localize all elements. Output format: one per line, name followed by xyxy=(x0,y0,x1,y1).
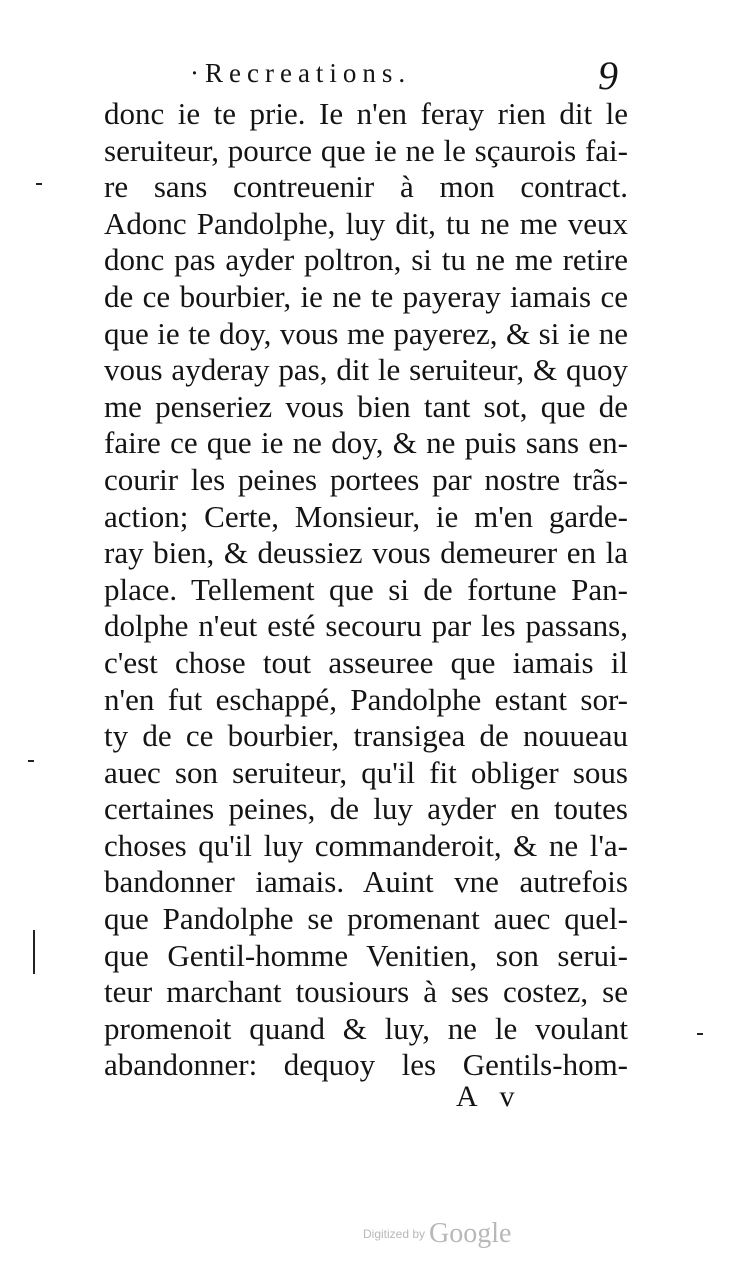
watermark-brand: Google xyxy=(429,1218,512,1249)
text-line: c'est chose tout asseuree que iamais il xyxy=(104,644,628,680)
text-line: re sans contreuenir à mon contract. xyxy=(104,169,628,205)
text-line: que Pandolphe se promenant auec quel- xyxy=(104,901,628,937)
margin-tick xyxy=(28,760,34,762)
text-line: seruiteur, pource que ie ne le sçaurois fai- xyxy=(104,132,628,168)
text-line: promenoit quand & luy, ne le voulant xyxy=(104,1010,628,1046)
margin-tick xyxy=(36,183,42,185)
text-line: bandonner iamais. Auint vne autrefois xyxy=(104,864,628,900)
text-line: donc pas ayder poltron, si tu ne me retire xyxy=(104,242,628,278)
text-line: action; Certe, Monsieur, ie m'en garde- xyxy=(104,498,628,534)
text-line: dolphe n'eut esté secouru par les passans, xyxy=(104,608,628,644)
text-line: que Gentil-homme Venitien, son serui- xyxy=(104,937,628,973)
text-line: vous ayderay pas, dit le seruiteur, & quoy xyxy=(104,352,628,388)
running-head-title: ·Recreations. xyxy=(190,58,412,88)
signature-mark: A v xyxy=(456,1080,523,1113)
text-line: n'en fut eschappé, Pandolphe estant sor- xyxy=(104,681,628,717)
text-line: ray bien, & deussiez vous demeurer en la xyxy=(104,535,628,571)
text-line: de ce bourbier, ie ne te payeray iamais ce xyxy=(104,278,628,314)
text-line: choses qu'il luy commanderoit, & ne l'a- xyxy=(104,827,628,863)
watermark-caption: Digitized by xyxy=(363,1227,426,1241)
digitization-watermark xyxy=(363,1218,511,1250)
margin-tick xyxy=(33,930,35,974)
page-number: 9 xyxy=(598,53,618,98)
margin-tick xyxy=(697,1033,703,1035)
text-line: teur marchant tousiours à ses costez, se xyxy=(104,974,628,1010)
text-line: donc ie te prie. Ie n'en feray rien dit le xyxy=(104,96,628,131)
text-line: auec son seruiteur, qu'il fit obliger sous xyxy=(104,754,628,790)
text-line: certaines peines, de luy ayder en toutes xyxy=(104,791,628,827)
body-text xyxy=(104,96,628,1084)
text-line: Adonc Pandolphe, luy dit, tu ne me veux xyxy=(104,205,628,241)
text-line: me penseriez vous bien tant sot, que de xyxy=(104,388,628,424)
text-line: faire ce que ie ne doy, & ne puis sans en- xyxy=(104,425,628,461)
text-line: ty de ce bourbier, transigea de nouueau xyxy=(104,718,628,754)
text-line: place. Tellement que si de fortune Pan- xyxy=(104,571,628,607)
text-line: courir les peines portees par nostre trãs- xyxy=(104,461,628,497)
text-line: abandonner: dequoy les Gentils-hom- xyxy=(104,1047,628,1083)
text-line: que ie te doy, vous me payerez, & si ie ne xyxy=(104,315,628,351)
